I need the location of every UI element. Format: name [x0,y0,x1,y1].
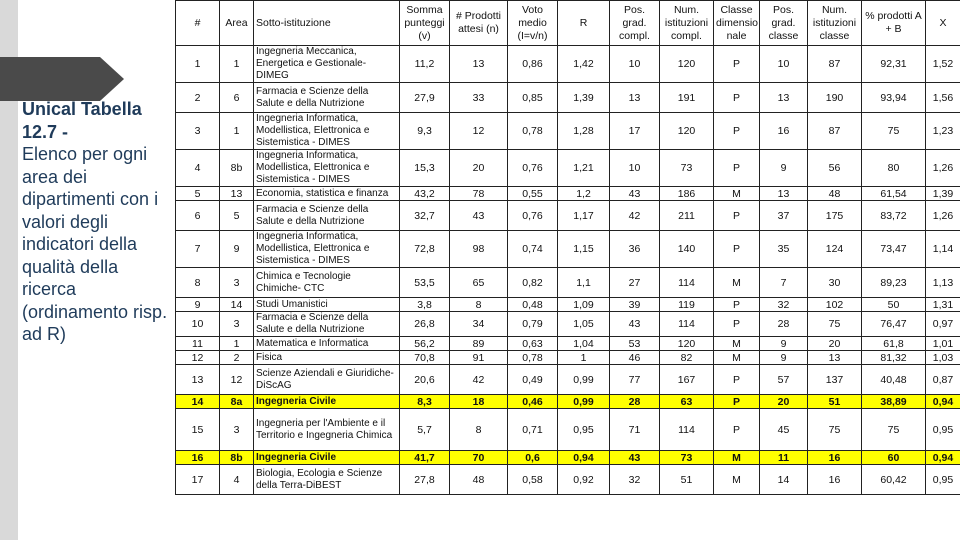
cell-ni: 114 [660,312,714,337]
cell-pc: 13 [760,187,808,201]
sidebar [0,0,172,540]
cell-pg: 28 [610,395,660,409]
slide-title-bold: Unical Tabella 12.7 - [22,99,142,142]
cell-n: 12 [176,351,220,365]
table-row [176,46,960,83]
cell-cd: P [714,150,760,187]
column-header: Area [220,1,254,46]
table-header-row [176,1,960,46]
cell-n: 5 [176,187,220,201]
cell-pc: 9 [760,351,808,365]
cell-r: 1,04 [558,337,610,351]
cell-x: 1,13 [926,268,960,298]
cell-ni: 114 [660,268,714,298]
cell-cd: M [714,187,760,201]
table-row [176,409,960,451]
cell-r: 1,1 [558,268,610,298]
cell-n: 16 [176,451,220,465]
cell-area: 1 [220,337,254,351]
cell-vm: 0,85 [508,83,558,113]
cell-v: 15,3 [400,150,450,187]
cell-area: 1 [220,113,254,150]
cell-pa: 98 [450,231,508,268]
cell-x: 1,39 [926,187,960,201]
cell-r: 1,21 [558,150,610,187]
cell-ni: 191 [660,83,714,113]
cell-vm: 0,76 [508,201,558,231]
cell-cd: P [714,298,760,312]
cell-n: 2 [176,83,220,113]
cell-x: 0,94 [926,451,960,465]
cell-ist: Scienze Aziendali e Giuridiche- DiScAG [254,365,400,395]
cell-ist: Farmacia e Scienze della Salute e della Nutrizione [254,201,400,231]
cell-n: 9 [176,298,220,312]
cell-v: 32,7 [400,201,450,231]
cell-n: 11 [176,337,220,351]
cell-ist: Farmacia e Scienze della Salute e della Nutrizione [254,83,400,113]
cell-ist: Studi Umanistici [254,298,400,312]
cell-area: 1 [220,46,254,83]
cell-cd: P [714,395,760,409]
table-row [176,268,960,298]
cell-ist: Economia, statistica e finanza [254,187,400,201]
cell-vm: 0,76 [508,150,558,187]
table-row [176,465,960,495]
cell-cd: P [714,231,760,268]
cell-n: 7 [176,231,220,268]
cell-vm: 0,79 [508,312,558,337]
cell-n: 8 [176,268,220,298]
cell-pg: 39 [610,298,660,312]
cell-x: 0,95 [926,465,960,495]
cell-ni: 119 [660,298,714,312]
cell-cd: M [714,337,760,351]
cell-pa: 13 [450,46,508,83]
cell-pg: 42 [610,201,660,231]
cell-pa: 42 [450,365,508,395]
cell-pc: 13 [760,83,808,113]
cell-area: 12 [220,365,254,395]
cell-nc: 16 [808,465,862,495]
table-body [176,46,960,495]
cell-vm: 0,58 [508,465,558,495]
cell-pab: 73,47 [862,231,926,268]
cell-x: 0,87 [926,365,960,395]
cell-vm: 0,78 [508,351,558,365]
cell-pa: 8 [450,409,508,451]
cell-r: 1 [558,351,610,365]
cell-nc: 87 [808,113,862,150]
cell-v: 41,7 [400,451,450,465]
cell-x: 1,31 [926,298,960,312]
cell-nc: 51 [808,395,862,409]
cell-area: 13 [220,187,254,201]
cell-area: 2 [220,351,254,365]
cell-x: 1,03 [926,351,960,365]
cell-nc: 137 [808,365,862,395]
cell-cd: P [714,46,760,83]
cell-area: 6 [220,83,254,113]
cell-vm: 0,49 [508,365,558,395]
cell-pc: 20 [760,395,808,409]
cell-area: 8b [220,150,254,187]
cell-v: 11,2 [400,46,450,83]
cell-pab: 76,47 [862,312,926,337]
cell-pa: 20 [450,150,508,187]
cell-nc: 30 [808,268,862,298]
table-row [176,231,960,268]
cell-r: 0,92 [558,465,610,495]
cell-vm: 0,78 [508,113,558,150]
cell-nc: 75 [808,409,862,451]
cell-ist: Ingegneria Informatica, Modellistica, Elettronica e Sistemistica - DIMES [254,113,400,150]
cell-x: 1,26 [926,201,960,231]
cell-cd: P [714,409,760,451]
cell-ni: 120 [660,337,714,351]
cell-pg: 43 [610,187,660,201]
cell-r: 0,94 [558,451,610,465]
cell-pg: 71 [610,409,660,451]
cell-pc: 28 [760,312,808,337]
cell-pa: 78 [450,187,508,201]
table-container [175,0,960,540]
column-header: % prodotti A + B [862,1,926,46]
column-header: Num. istituzioni classe [808,1,862,46]
cell-v: 8,3 [400,395,450,409]
cell-pg: 27 [610,268,660,298]
cell-x: 1,26 [926,150,960,187]
cell-vm: 0,86 [508,46,558,83]
cell-pa: 48 [450,465,508,495]
cell-cd: M [714,268,760,298]
table-row [176,113,960,150]
cell-x: 0,97 [926,312,960,337]
column-header: X [926,1,960,46]
table-row [176,365,960,395]
cell-ni: 120 [660,113,714,150]
cell-nc: 16 [808,451,862,465]
cell-pc: 57 [760,365,808,395]
cell-v: 26,8 [400,312,450,337]
cell-pg: 13 [610,83,660,113]
cell-ni: 140 [660,231,714,268]
table-row [176,298,960,312]
cell-v: 9,3 [400,113,450,150]
cell-r: 1,2 [558,187,610,201]
cell-pa: 91 [450,351,508,365]
table-row [176,351,960,365]
cell-cd: M [714,451,760,465]
indicators-table [175,0,960,495]
cell-pab: 40,48 [862,365,926,395]
column-header: R [558,1,610,46]
cell-nc: 190 [808,83,862,113]
cell-pab: 75 [862,113,926,150]
cell-pa: 43 [450,201,508,231]
cell-n: 14 [176,395,220,409]
table-row [176,201,960,231]
cell-pg: 46 [610,351,660,365]
cell-area: 5 [220,201,254,231]
cell-v: 70,8 [400,351,450,365]
cell-pab: 60,42 [862,465,926,495]
cell-pab: 75 [862,409,926,451]
cell-ist: Farmacia e Scienze della Salute e della Nutrizione [254,312,400,337]
cell-pc: 11 [760,451,808,465]
cell-ist: Ingegneria Civile [254,395,400,409]
table-row [176,187,960,201]
cell-pc: 35 [760,231,808,268]
cell-pab: 93,94 [862,83,926,113]
cell-v: 20,6 [400,365,450,395]
cell-area: 3 [220,268,254,298]
cell-n: 1 [176,46,220,83]
arrow-decoration [0,57,100,101]
cell-pab: 60 [862,451,926,465]
cell-n: 4 [176,150,220,187]
column-header: Pos. grad. compl. [610,1,660,46]
cell-ni: 73 [660,150,714,187]
cell-x: 1,01 [926,337,960,351]
cell-pab: 38,89 [862,395,926,409]
cell-nc: 56 [808,150,862,187]
column-header: Sotto-istituzione [254,1,400,46]
cell-ist: Ingegneria Meccanica, Energetica e Gestionale-DIMEG [254,46,400,83]
cell-nc: 75 [808,312,862,337]
cell-ni: 51 [660,465,714,495]
cell-pab: 89,23 [862,268,926,298]
cell-r: 0,99 [558,365,610,395]
cell-ni: 73 [660,451,714,465]
cell-cd: M [714,465,760,495]
cell-pa: 70 [450,451,508,465]
cell-ni: 120 [660,46,714,83]
cell-nc: 13 [808,351,862,365]
cell-v: 43,2 [400,187,450,201]
cell-n: 6 [176,201,220,231]
cell-pc: 9 [760,337,808,351]
column-header: Voto medio (I=v/n) [508,1,558,46]
cell-area: 8b [220,451,254,465]
cell-pa: 34 [450,312,508,337]
cell-area: 4 [220,465,254,495]
cell-nc: 48 [808,187,862,201]
cell-ist: Biologia, Ecologia e Scienze della Terra-DiBEST [254,465,400,495]
cell-cd: P [714,113,760,150]
cell-x: 1,56 [926,83,960,113]
cell-ist: Ingegneria Informatica, Modellistica, Elettronica e Sistemistica - DIMES [254,231,400,268]
cell-v: 3,8 [400,298,450,312]
cell-pa: 18 [450,395,508,409]
cell-cd: M [714,351,760,365]
cell-v: 27,9 [400,83,450,113]
cell-ist: Chimica e Tecnologie Chimiche- CTC [254,268,400,298]
table-row [176,395,960,409]
cell-cd: P [714,201,760,231]
cell-n: 10 [176,312,220,337]
cell-nc: 87 [808,46,862,83]
cell-pg: 77 [610,365,660,395]
cell-pc: 37 [760,201,808,231]
cell-vm: 0,55 [508,187,558,201]
cell-ist: Fisica [254,351,400,365]
cell-area: 14 [220,298,254,312]
cell-r: 0,99 [558,395,610,409]
cell-pc: 10 [760,46,808,83]
cell-pab: 61,54 [862,187,926,201]
cell-pa: 89 [450,337,508,351]
cell-n: 15 [176,409,220,451]
cell-v: 53,5 [400,268,450,298]
table-row [176,83,960,113]
cell-r: 1,39 [558,83,610,113]
cell-pg: 10 [610,150,660,187]
cell-pab: 83,72 [862,201,926,231]
cell-ist: Matematica e Informatica [254,337,400,351]
cell-n: 3 [176,113,220,150]
table-row [176,312,960,337]
cell-ni: 114 [660,409,714,451]
cell-cd: P [714,365,760,395]
cell-pab: 81,32 [862,351,926,365]
cell-vm: 0,6 [508,451,558,465]
cell-vm: 0,63 [508,337,558,351]
table-row [176,337,960,351]
cell-vm: 0,82 [508,268,558,298]
table-row [176,451,960,465]
cell-v: 27,8 [400,465,450,495]
cell-r: 1,42 [558,46,610,83]
cell-ni: 63 [660,395,714,409]
cell-v: 72,8 [400,231,450,268]
cell-pab: 61,8 [862,337,926,351]
column-header: # [176,1,220,46]
cell-x: 0,95 [926,409,960,451]
cell-ist: Ingegneria Informatica, Modellistica, Elettronica e Sistemistica - DIMES [254,150,400,187]
cell-pg: 43 [610,312,660,337]
cell-ni: 211 [660,201,714,231]
cell-pg: 43 [610,451,660,465]
cell-pa: 12 [450,113,508,150]
cell-pg: 53 [610,337,660,351]
cell-nc: 102 [808,298,862,312]
cell-pc: 32 [760,298,808,312]
cell-area: 9 [220,231,254,268]
cell-r: 0,95 [558,409,610,451]
column-header: Pos. grad. classe [760,1,808,46]
cell-n: 13 [176,365,220,395]
cell-cd: P [714,312,760,337]
column-header: Num. istituzioni compl. [660,1,714,46]
cell-n: 17 [176,465,220,495]
cell-r: 1,15 [558,231,610,268]
cell-pc: 7 [760,268,808,298]
cell-ist: Ingegneria per l'Ambiente e il Territorio e Ingegneria Chimica [254,409,400,451]
cell-v: 56,2 [400,337,450,351]
cell-vm: 0,48 [508,298,558,312]
cell-nc: 175 [808,201,862,231]
column-header: Classe dimensio nale [714,1,760,46]
cell-ist: Ingegneria Civile [254,451,400,465]
cell-pg: 17 [610,113,660,150]
cell-r: 1,09 [558,298,610,312]
cell-nc: 124 [808,231,862,268]
cell-pa: 65 [450,268,508,298]
cell-area: 8a [220,395,254,409]
cell-x: 1,52 [926,46,960,83]
cell-pg: 10 [610,46,660,83]
cell-nc: 20 [808,337,862,351]
cell-area: 3 [220,312,254,337]
cell-area: 3 [220,409,254,451]
cell-pg: 32 [610,465,660,495]
cell-pa: 8 [450,298,508,312]
slide-title [22,98,172,346]
cell-cd: P [714,83,760,113]
cell-r: 1,28 [558,113,610,150]
cell-x: 1,23 [926,113,960,150]
column-header: Somma punteggi (v) [400,1,450,46]
cell-ni: 82 [660,351,714,365]
cell-x: 1,14 [926,231,960,268]
cell-vm: 0,71 [508,409,558,451]
cell-pab: 80 [862,150,926,187]
cell-vm: 0,74 [508,231,558,268]
cell-pc: 45 [760,409,808,451]
cell-pab: 50 [862,298,926,312]
column-header: # Prodotti attesi (n) [450,1,508,46]
cell-pc: 14 [760,465,808,495]
cell-v: 5,7 [400,409,450,451]
cell-pa: 33 [450,83,508,113]
cell-r: 1,17 [558,201,610,231]
cell-pc: 16 [760,113,808,150]
cell-pab: 92,31 [862,46,926,83]
cell-ni: 186 [660,187,714,201]
table-row [176,150,960,187]
slide-title-description: Elenco per ogni area dei dipartimenti con i valori degli indicatori della qualità della ricerca (ordinamento risp. ad R) [22,144,168,344]
cell-x: 0,94 [926,395,960,409]
cell-vm: 0,46 [508,395,558,409]
cell-r: 1,05 [558,312,610,337]
cell-ni: 167 [660,365,714,395]
cell-pg: 36 [610,231,660,268]
cell-pc: 9 [760,150,808,187]
